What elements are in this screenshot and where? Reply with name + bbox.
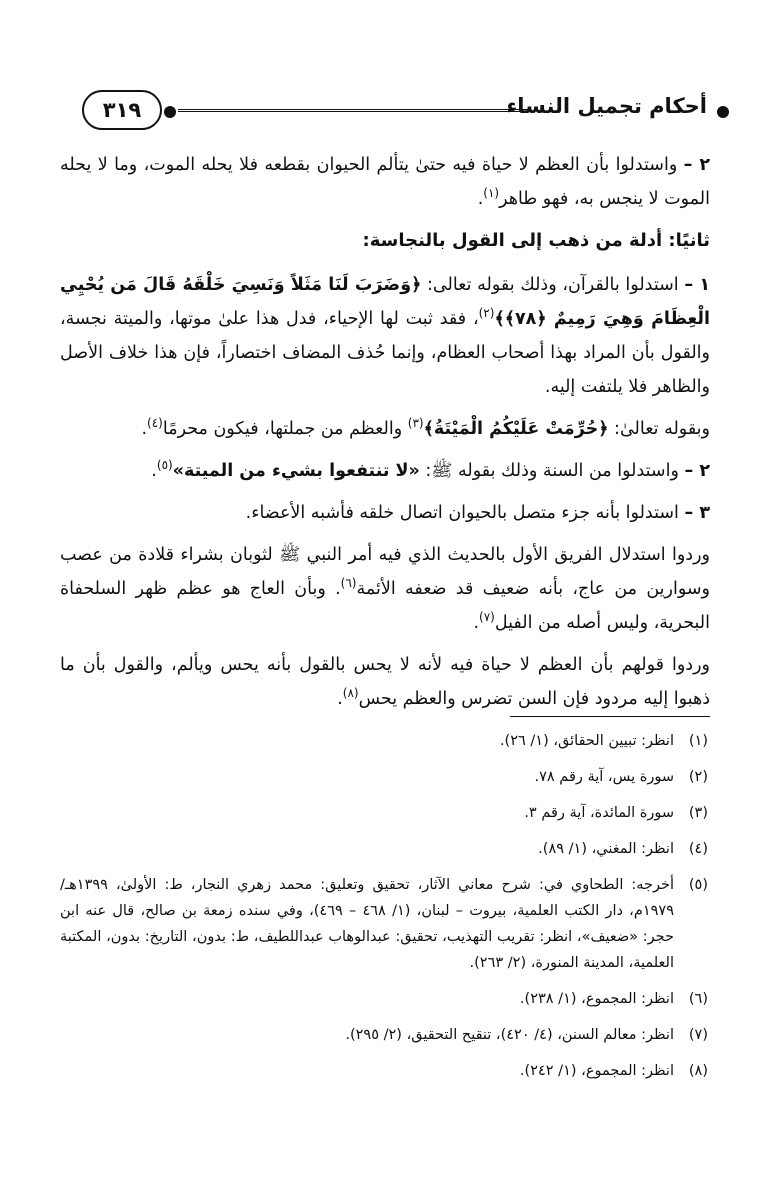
footnote: [60, 1058, 708, 1084]
punctuation: .: [141, 419, 148, 439]
paragraph: [60, 648, 710, 716]
footnote: [60, 872, 708, 976]
item-number: ١ –: [684, 275, 710, 295]
footnote-ref[interactable]: (٢): [478, 306, 495, 321]
footnote-text: انظر: معالم السنن، (٤/ ٤٢٠)، تنقيح التحقيق، (٢/ ٢٩٥).: [345, 1027, 674, 1043]
footnote: [60, 836, 708, 862]
hadith-quote: «لا تنتفعوا بشيء من الميتة»: [172, 461, 420, 481]
paragraph-text: والعظم من جملتها، فيكون محرمًا: [162, 419, 408, 439]
paragraph: [60, 412, 710, 446]
quran-quote: ﴿حُرِّمَتْ عَلَيْكُمُ الْمَيْتَةُ﴾: [423, 419, 609, 439]
paragraph-text: واستدلوا بأن العظم لا حياة فيه حتىٰ يتألم الحيوان بقطعه فلا يحله الموت، وما لا يحله الموت لا ينجس به، فهو طاهر: [60, 155, 710, 209]
footnote-number: (١): [688, 733, 708, 749]
footnote-ref[interactable]: (١): [483, 186, 500, 201]
footnote-text: أخرجه: الطحاوي في: شرح معاني الآثار، تحقيق وتعليق: محمد زهري النجار، ط: الأولىٰ، ١٣٩٩هـ/ ١٩٧٩م، دار الكتب العلمية، بيروت – لبنان، (١/ ٤٦٨ – ٤٦٩)، وفي سنده زمعة بن صالح، قال عنه ابن حجر: «ضعيف»، انظر: تقريب التهذيب، تحقيق: عبدالوهاب عبداللطيف، ط: بدون، التاريخ: بدون، المكتبة العلمية، المدينة المنورة، (٢/ ٢٦٣).: [60, 877, 674, 971]
footnote-text: انظر: المجموع، (١/ ٢٣٨).: [519, 991, 674, 1007]
header-rule: [178, 109, 529, 115]
footnote: [60, 1022, 708, 1048]
footnote: [60, 986, 708, 1012]
footnote-number: (٥): [688, 877, 708, 893]
footnote-text: سورة المائدة، آية رقم ٣.: [524, 805, 674, 821]
paragraph: [60, 454, 710, 488]
footnote-text: انظر: المغني، (١/ ٨٩).: [538, 841, 674, 857]
item-number: ٢ –: [683, 155, 710, 175]
section-heading: ثانيًا: أدلة من ذهب إلى القول بالنجاسة:: [362, 230, 710, 251]
page-number: ٣١٩: [82, 90, 162, 130]
footnote-separator: [510, 716, 710, 717]
footnote-ref[interactable]: (٦): [340, 576, 357, 591]
paragraph-text: استدلوا بأنه جزء متصل بالحيوان اتصال خلقه فأشبه الأعضاء.: [245, 503, 685, 523]
header-bullet-icon: [164, 106, 176, 118]
paragraph-text: . وبأن العاج هو عظم ظهر السلحفاة البحرية، وليس أصله من الفيل: [60, 579, 710, 633]
paragraph-text: وردوا استدلال الفريق الأول بالحديث الذي فيه أمر النبي ﷺ لثوبان بشراء قلادة من عصب وسوارين من عاج، بأنه ضعيف قد ضعفه الأئمة: [60, 545, 710, 599]
item-number: ٣ –: [684, 503, 710, 523]
quran-quote: ﴿وَضَرَبَ لَنَا مَثَلاً وَنَسِيَ خَلْقَهُ قَالَ مَن يُحْيِي الْعِظَامَ وَهِيَ رَمِيمٌ ﴿٧٨﴾﴾: [60, 275, 710, 329]
item-number: ٢ –: [684, 461, 710, 481]
header-bullet-icon: [717, 106, 729, 118]
footnote-number: (٣): [688, 805, 708, 821]
footnote-ref[interactable]: (٨): [342, 686, 359, 701]
footnote-text: انظر: المجموع، (١/ ٢٤٢).: [519, 1063, 674, 1079]
paragraph-text: وبقوله تعالىٰ:: [608, 419, 710, 439]
footnote-number: (٧): [688, 1027, 708, 1043]
punctuation: .: [337, 689, 343, 709]
paragraph: [60, 538, 710, 640]
running-header: [70, 90, 729, 134]
footnote-number: (٢): [688, 769, 708, 785]
punctuation: .: [151, 461, 157, 481]
footnote-text: سورة يس، آية رقم ٧٨.: [534, 769, 674, 785]
footnote: [60, 764, 708, 790]
paragraph-text: ، فقد ثبت لها الإحياء، فدل هذا علىٰ موتها، والميتة نجسة، والقول بأن المراد بهذا أصحاب العظام، وإنما حُذف المضاف اختصاراً، فإن هذا خلاف الأصل والظاهر فلا يلتفت إليه.: [60, 309, 710, 397]
footnote-ref[interactable]: (٥): [156, 458, 173, 473]
paragraph: [60, 268, 710, 404]
footnote: [60, 728, 708, 754]
footnote-number: (٦): [688, 991, 708, 1007]
footnote-number: (٤): [688, 841, 708, 857]
footnote-ref[interactable]: (٧): [479, 610, 495, 625]
paragraph-text: استدلوا بالقرآن، وذلك بقوله تعالى:: [421, 275, 685, 295]
paragraph-text: وردوا قولهم بأن العظم لا حياة فيه لأنه لا يحس بالقول بأنه يحس ويألم، والقول بأن ما ذهبوا إليه مردود فإن السن تضرس والعظم يحس: [60, 655, 710, 709]
header-title: أحكام تجميل النساء: [506, 94, 707, 118]
footnotes: [60, 728, 708, 1094]
paragraph: ٢ – واستدلوا بأن العظم لا حياة فيه حتىٰ يتألم الحيوان بقطعه فلا يحله الموت، وما لا يحله الموت لا ينجس به، فهو طاهر$^{(١)}$.: [60, 155, 710, 209]
paragraph-text: واستدلوا من السنة وذلك بقوله ﷺ:: [419, 461, 685, 481]
punctuation: .: [473, 613, 480, 633]
paragraph: [60, 496, 710, 530]
footnote-ref[interactable]: (٣): [407, 416, 424, 431]
footnote-ref[interactable]: (٤): [147, 416, 163, 431]
footnote-text: انظر: تبيين الحقائق، (١/ ٢٦).: [499, 733, 674, 749]
footnote: [60, 800, 708, 826]
main-text: [60, 148, 710, 724]
footnote-number: (٨): [688, 1063, 708, 1079]
